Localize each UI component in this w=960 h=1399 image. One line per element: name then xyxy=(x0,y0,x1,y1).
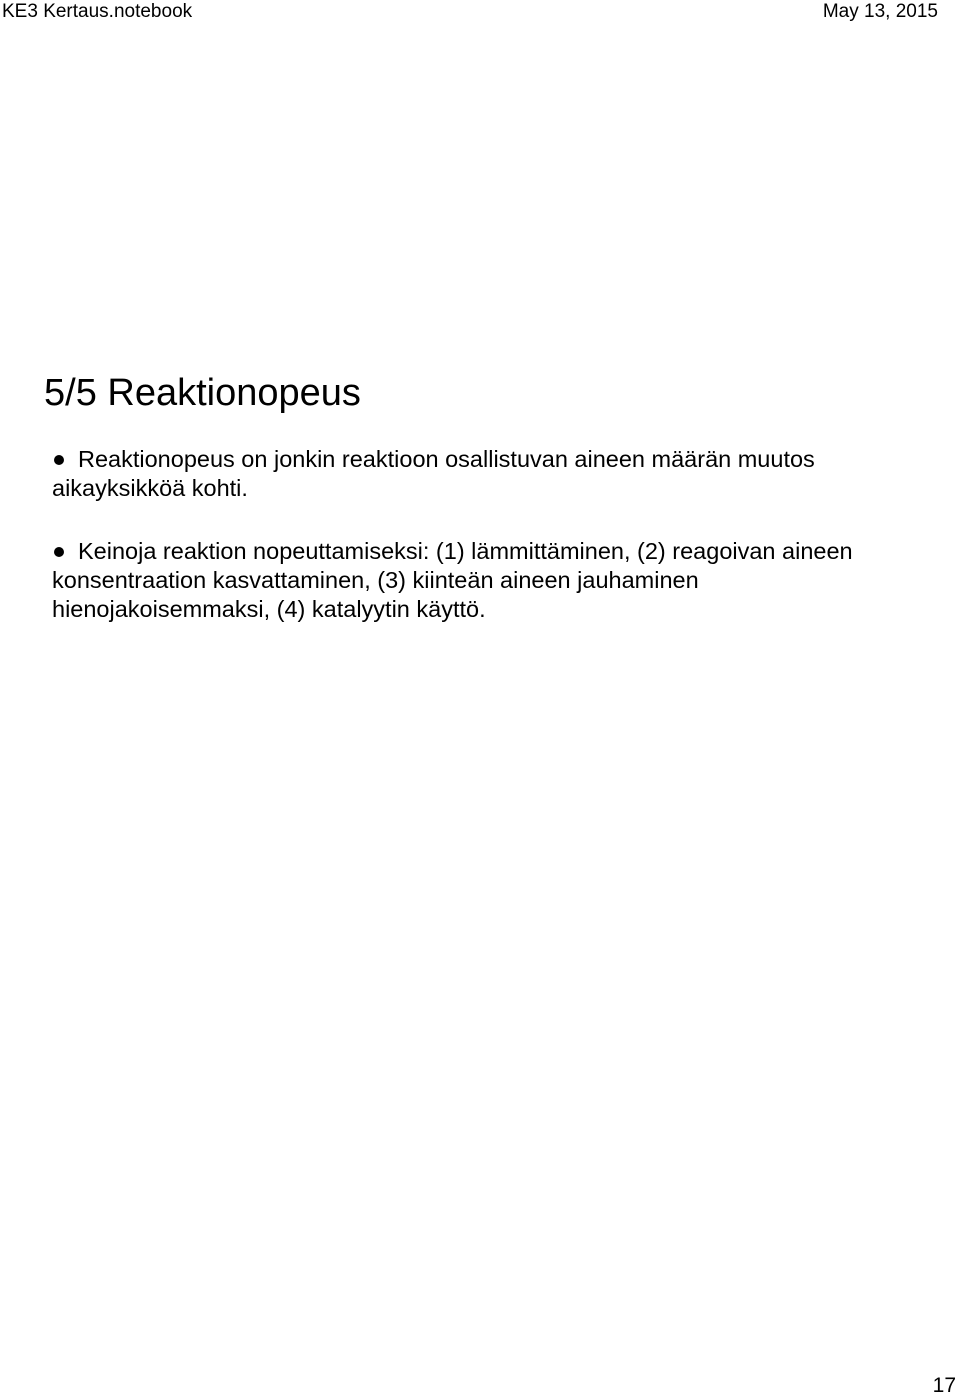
bullet-item-methods xyxy=(52,537,922,624)
slide-title: 5/5 Reaktionopeus xyxy=(44,372,361,414)
bullet-dot-icon xyxy=(54,547,64,557)
bullet-text: Keinoja reaktion nopeuttamiseksi: (1) lämmittäminen, (2) reagoivan aineen konsentraation kasvattaminen, (3) kiinteän aineen jauhaminen hienojakoisemmaksi, (4) katalyytin käyttö. xyxy=(52,538,853,622)
notebook-title: KE3 Kertaus.notebook xyxy=(2,1,193,22)
document-date: May 13, 2015 xyxy=(822,1,938,22)
page-number: 17 xyxy=(932,1374,956,1397)
bullet-text: Reaktionopeus on jonkin reaktioon osallistuvan aineen määrän muutos aikayksikköä kohti. xyxy=(52,446,815,501)
bullet-item-definition xyxy=(52,445,922,503)
bullet-dot-icon xyxy=(54,455,64,465)
bullet-list-methods xyxy=(52,537,922,624)
bullet-list-definition xyxy=(52,445,922,503)
